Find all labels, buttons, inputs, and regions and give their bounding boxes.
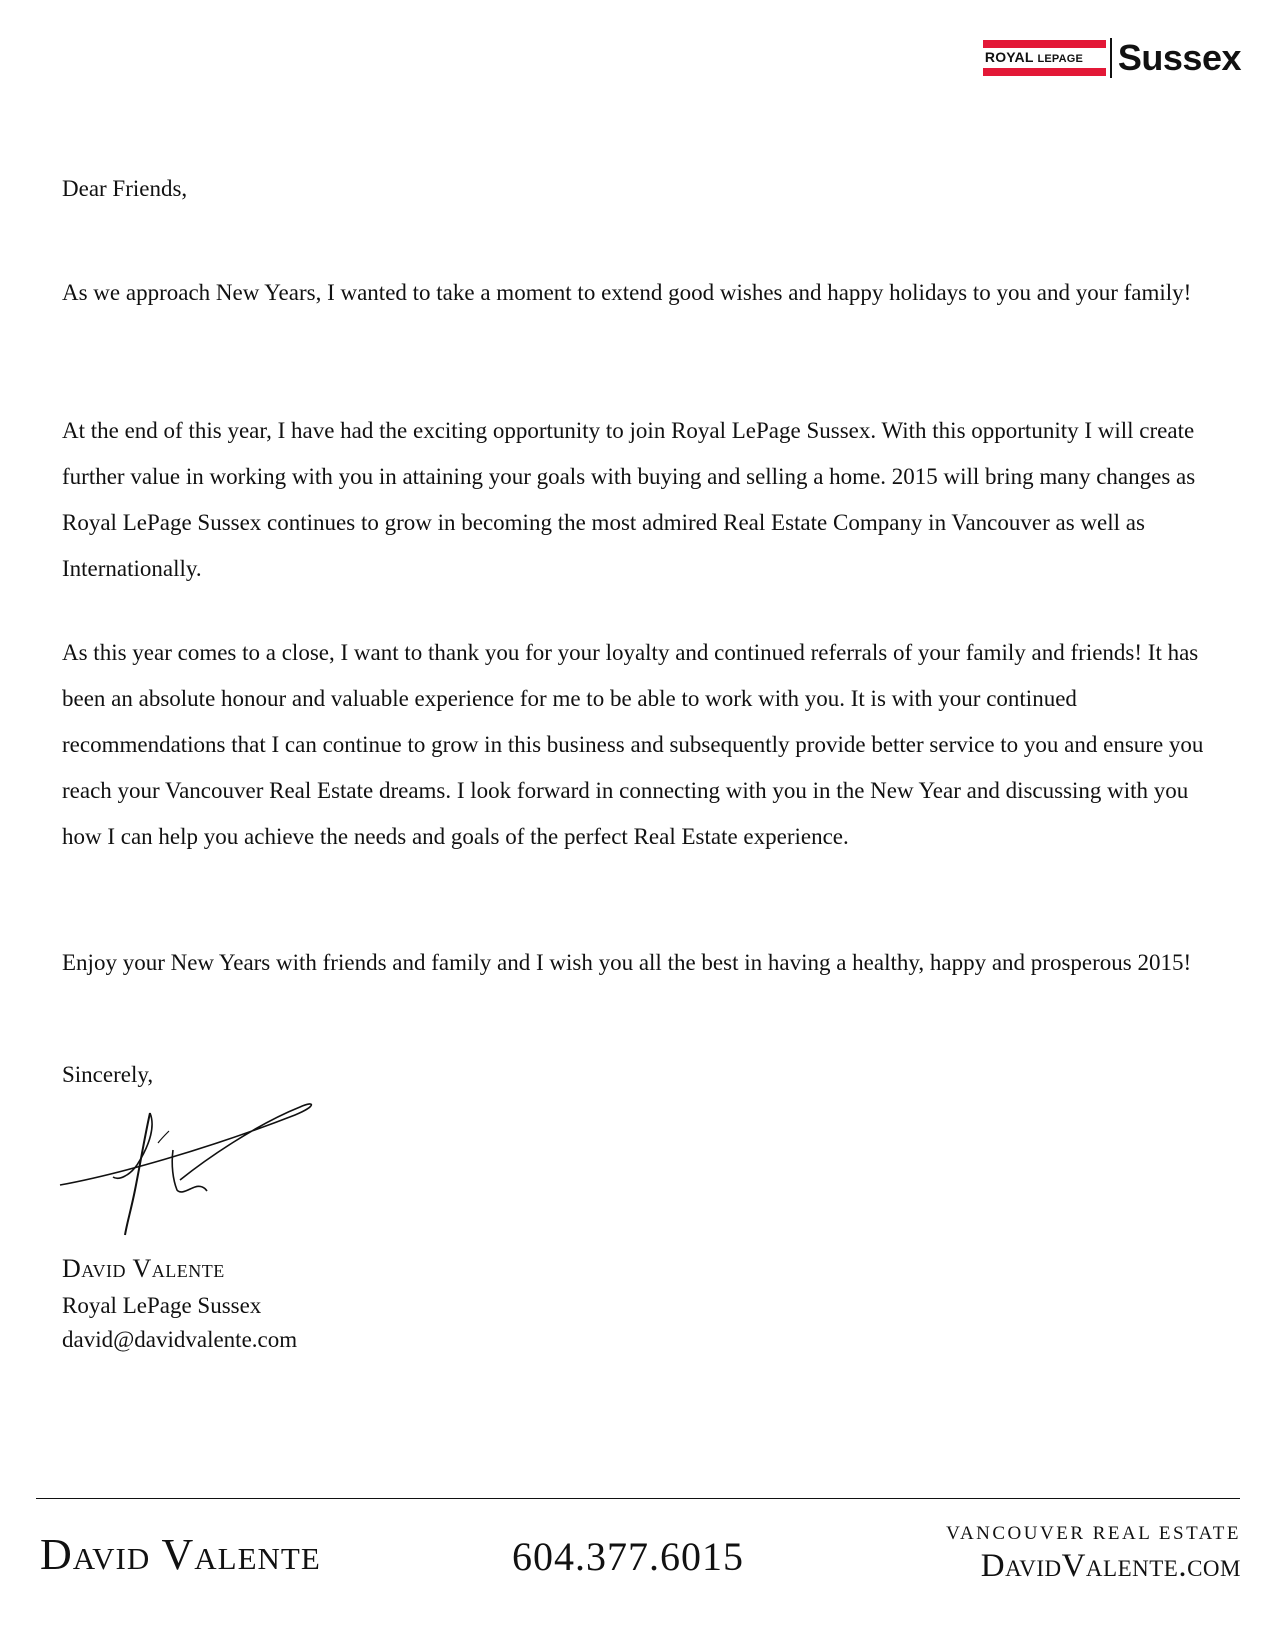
letter-paragraph-2: At the end of this year, I have had the exciting opportunity to join Royal LePage Sussex. With this opportunity I will create further value in working with you in attaining your goals with buying and selling a home. 2015 will bring many changes as Royal LePage Sussex continues to grow in becoming the most admired Real Estate Company in Vancouver as well as Internationally. xyxy=(62,418,1196,581)
royal-lepage-sussex-logo xyxy=(983,38,1241,78)
logo-red-bar-bottom xyxy=(983,68,1106,76)
letter-paragraph-3: As this year comes to a close, I want to thank you for your loyalty and continued referrals of your family and friends! It has been an absolute honour and valuable experience for me to be able to work with you. It is with your continued recommendations that I can continue to grow in this business and subsequently provide better service to you and ensure you reach your Vancouver Real Estate dreams. I look forward in connecting with you in the New Year and discussing with you how I can help you achieve the needs and goals of the perfect Real Estate experience. xyxy=(62,640,1204,849)
logo-sussex-text: Sussex xyxy=(1117,37,1241,78)
footer-tagline: VANCOUVER REAL ESTATE xyxy=(946,1523,1241,1544)
signer-company: Royal LePage Sussex xyxy=(62,1293,262,1318)
logo-royal-lepage-text: ROYAL LEPAGE xyxy=(984,49,1084,65)
footer-name: David Valente xyxy=(40,1530,321,1579)
footer-phone: 604.377.6015 xyxy=(512,1534,744,1579)
footer-divider xyxy=(36,1498,1240,1499)
logo-divider xyxy=(1110,38,1112,78)
logo-red-bar-top xyxy=(983,40,1106,48)
letter-paragraph-1: As we approach New Years, I wanted to take a moment to extend good wishes and happy holidays to you and your family! xyxy=(62,280,1192,305)
logo-wordmark xyxy=(983,40,1106,76)
signer-email: david@davidvalente.com xyxy=(62,1327,298,1352)
footer-contact-block xyxy=(946,1522,1241,1586)
signer-name: David Valente xyxy=(62,1254,225,1283)
footer-website: DavidValente.com xyxy=(980,1548,1241,1584)
handwritten-signature xyxy=(55,1095,325,1245)
letter-paragraph-4: Enjoy your New Years with friends and family and I wish you all the best in having a healthy, happy and prosperous 2015! xyxy=(62,950,1192,975)
letter-closing: Sincerely, xyxy=(62,1062,154,1087)
letter-greeting: Dear Friends, xyxy=(62,176,188,201)
